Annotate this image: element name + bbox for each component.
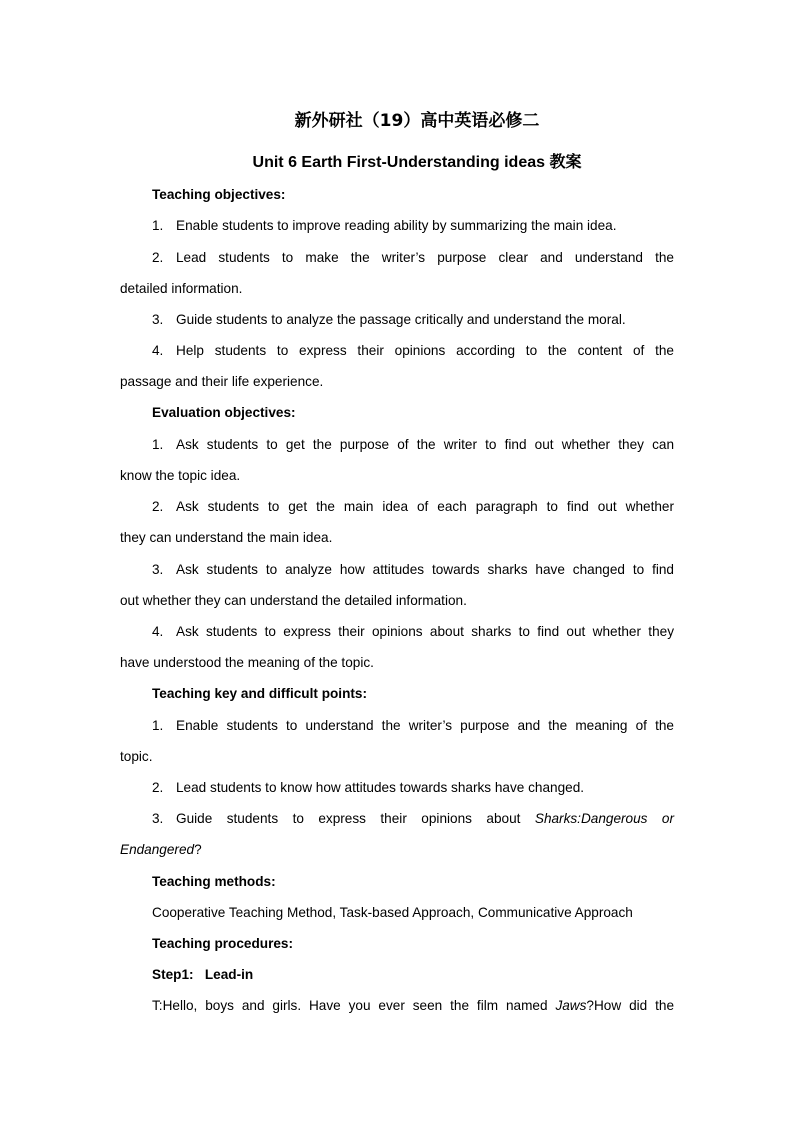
list-item: 1. Ask students to get the purpose of the writer to find out whether they can	[152, 437, 674, 452]
list-item-continuation: Endangered?	[120, 842, 202, 857]
dialogue-line: T:Hello, boys and girls. Have you ever seen the film named Jaws?How did the	[152, 998, 674, 1013]
methods-text: Cooperative Teaching Method, Task-based Approach, Communicative Approach	[152, 905, 633, 920]
list-item: 3. Guide students to analyze the passage critically and understand the moral.	[152, 312, 626, 327]
list-item-continuation: have understood the meaning of the topic.	[120, 655, 374, 670]
heading-evaluation-objectives: Evaluation objectives:	[152, 405, 296, 420]
list-item-continuation: passage and their life experience.	[120, 374, 324, 389]
title-english: Unit 6 Earth First-Understanding ideas 教案	[252, 154, 582, 171]
list-item-continuation: know the topic idea.	[120, 468, 241, 483]
list-item: 3. Guide students to express their opinions about Sharks:Dangerous or	[152, 811, 675, 826]
list-item-continuation: they can understand the main idea.	[120, 530, 333, 545]
list-item: 2. Lead students to know how attitudes towards sharks have changed.	[152, 780, 585, 795]
list-item-continuation: detailed information.	[120, 281, 243, 296]
list-item: 2. Lead students to make the writer’s purpose clear and understand the	[152, 250, 674, 265]
list-item: 1. Enable students to understand the writer’s purpose and the meaning of the	[152, 718, 674, 733]
step-heading: Step1: Lead-in	[152, 967, 254, 982]
heading-teaching-objectives: Teaching objectives:	[152, 187, 286, 202]
heading-teaching-methods: Teaching methods:	[152, 874, 276, 889]
title-chinese: 新外研社（19）高中英语必修二	[294, 111, 540, 131]
list-item: 3. Ask students to analyze how attitudes towards sharks have changed to find	[152, 562, 674, 577]
list-item: 4. Ask students to express their opinions about sharks to find out whether they	[152, 624, 674, 639]
list-item-continuation: topic.	[120, 749, 153, 764]
list-item-continuation: out whether they can understand the detailed information.	[120, 593, 467, 608]
heading-teaching-procedures: Teaching procedures:	[152, 936, 294, 951]
list-item: 1. Enable students to improve reading ability by summarizing the main idea.	[152, 218, 617, 233]
list-item: 4. Help students to express their opinions according to the content of the	[152, 343, 674, 358]
list-item: 2. Ask students to get the main idea of each paragraph to find out whether	[152, 499, 674, 514]
heading-key-points: Teaching key and difficult points:	[152, 686, 367, 701]
